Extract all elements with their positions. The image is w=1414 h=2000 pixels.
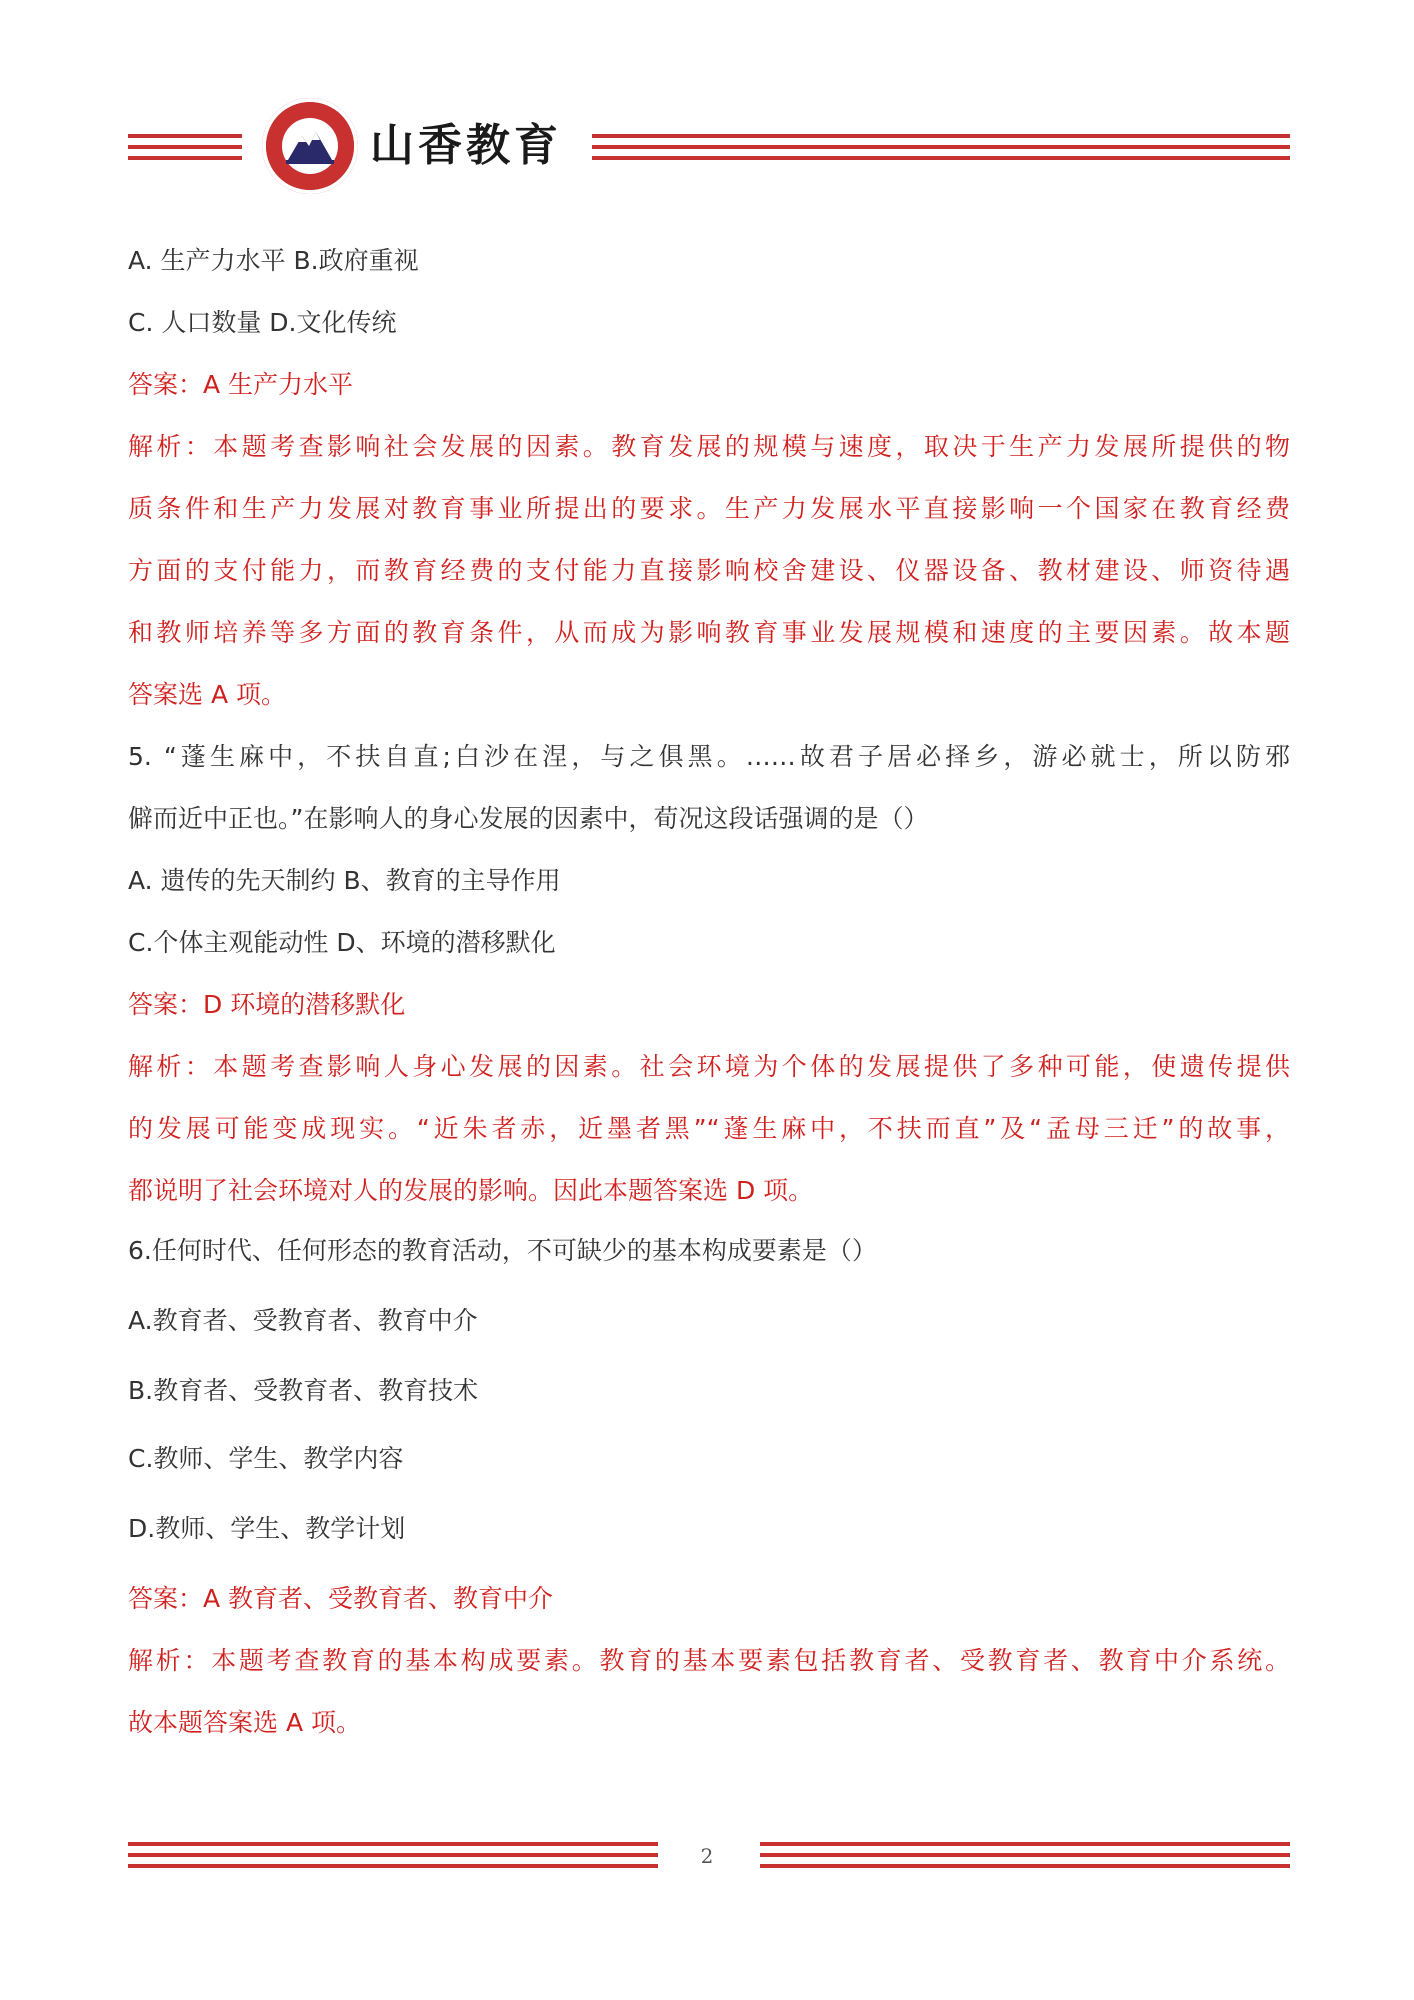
brand-logo [262,98,358,194]
analysis-line: 的发展可能变成现实。“近朱者赤，近墨者黑”“蓬生麻中，不扶而直”及“孟母三迁”的故事， [128,1114,1290,1143]
answer-line: 答案：A 教育者、受教育者、教育中介 [128,1584,554,1613]
text-line: D.教师、学生、教学计划 [128,1514,406,1543]
analysis-line: 解析：本题考查影响人身心发展的因素。社会环境为个体的发展提供了多种可能，使遗传提供 [128,1052,1290,1081]
header-stripes-right [592,134,1290,160]
question-line: 5. “蓬生麻中，不扶自直;白沙在涅，与之俱黑。……故君子居必择乡，游必就士，所以防邪 [128,742,1290,771]
answer-line: 答案：A 生产力水平 [128,370,354,399]
footer-stripes-right [760,1842,1290,1868]
text-line: 僻而近中正也。”在影响人的身心发展的因素中，荀况这段话强调的是（） [128,804,929,833]
analysis-line: 方面的支付能力，而教育经费的支付能力直接影响校舍建设、仪器设备、教材建设、师资待遇 [128,556,1290,585]
brand-name: 山香教育 [370,120,562,171]
analysis-line: 解析：本题考查教育的基本构成要素。教育的基本要素包括教育者、受教育者、教育中介系统。 [128,1646,1290,1675]
page-number: 2 [700,1844,714,1868]
analysis-line: 故本题答案选 A 项。 [128,1708,361,1737]
text-line: C.个体主观能动性 D、环境的潜移默化 [128,928,556,957]
text-line: A.教育者、受教育者、教育中介 [128,1306,478,1335]
analysis-line: 质条件和生产力发展对教育事业所提出的要求。生产力发展水平直接影响一个国家在教育经费 [128,494,1290,523]
analysis-line: 都说明了社会环境对人的发展的影响。因此本题答案选 D 项。 [128,1176,814,1205]
text-line: C. 人口数量 D.文化传统 [128,308,397,337]
analysis-line: 答案选 A 项。 [128,680,286,709]
text-line: C.教师、学生、教学内容 [128,1444,404,1473]
header-stripes-left [128,134,242,160]
footer-stripes-left [128,1842,658,1868]
answer-line: 答案：D 环境的潜移默化 [128,990,406,1019]
text-line: 6.任何时代、任何形态的教育活动，不可缺少的基本构成要素是（） [128,1236,877,1265]
mountain-seal-icon [262,98,358,194]
analysis-line: 解析：本题考查影响社会发展的因素。教育发展的规模与速度，取决于生产力发展所提供的物 [128,432,1290,461]
text-line: B.教育者、受教育者、教育技术 [128,1376,479,1405]
text-line: A. 生产力水平 B.政府重视 [128,246,419,275]
analysis-line: 和教师培养等多方面的教育条件，从而成为影响教育事业发展规模和速度的主要因素。故本题 [128,618,1290,647]
text-line: A. 遗传的先天制约 B、教育的主导作用 [128,866,561,895]
